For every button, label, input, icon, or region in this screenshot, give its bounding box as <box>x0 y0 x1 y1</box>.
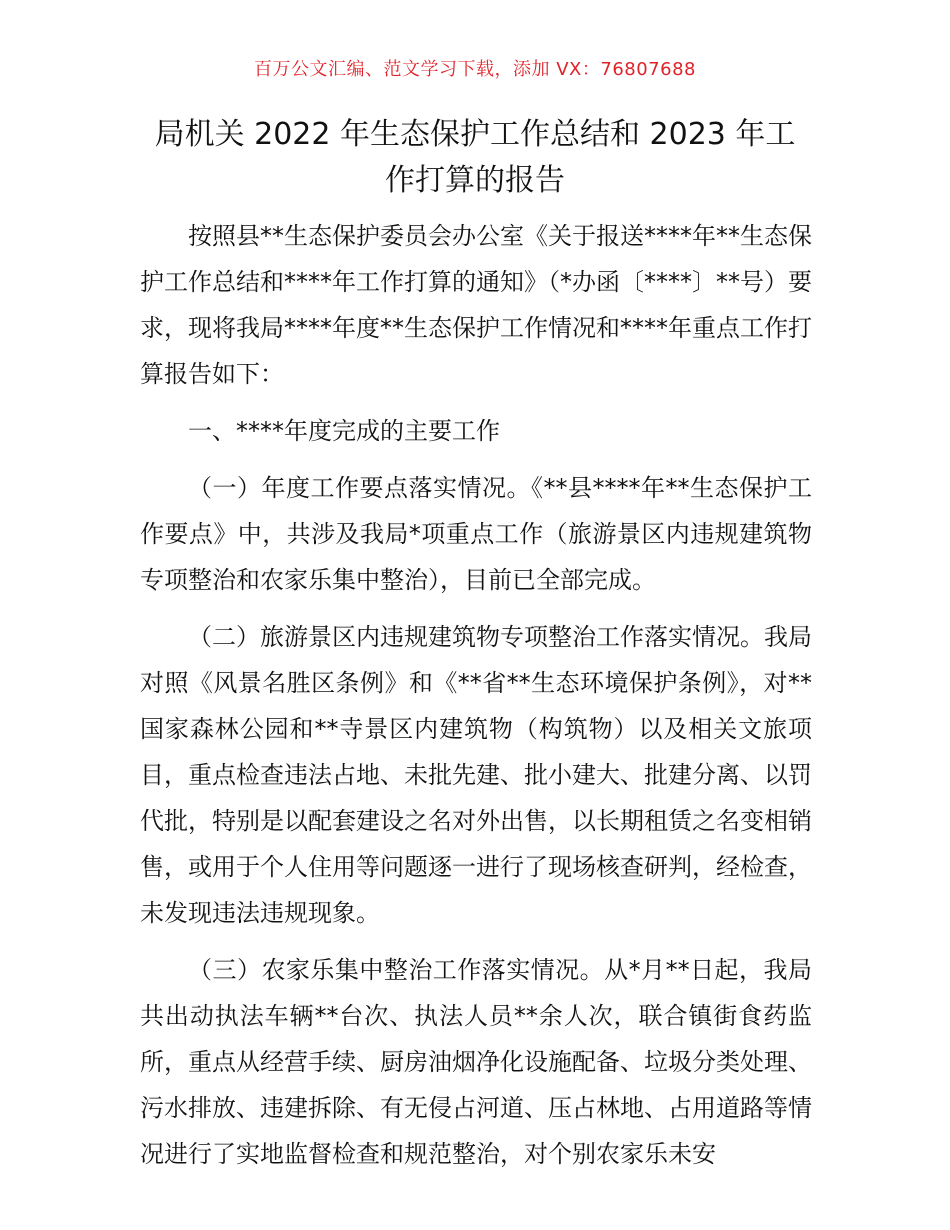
document-body <box>140 213 812 1177</box>
paragraph-intro: 按照县**生态保护委员会办公室《关于报送****年**生态保护工作总结和****年工作打算的通知》（*办函〔****〕**号）要求，现将我局****年度**生态保护工作情况和****年重点工作打算报告如下： <box>140 222 812 388</box>
paragraph-subsection-3: （三）农家乐集中整治工作落实情况。从*月**日起，我局共出动执法车辆**台次、执法人员**余人次，联合镇街食药监所，重点从经营手续、厨房油烟净化设施配备、垃圾分类处理、污水排放、违建拆除、有无侵占河道、压占林地、占用道路等情况进行了实地监督检查和规范整治，对个别农家乐未安 <box>140 956 812 1168</box>
paragraph-subsection-1: （一）年度工作要点落实情况。《**县****年**生态保护工作要点》中，共涉及我局*项重点工作（旅游景区内违规建筑物专项整治和农家乐集中整治），目前已全部完成。 <box>140 474 812 594</box>
paragraph-subsection-2: （二）旅游景区内违规建筑物专项整治工作落实情况。我局对照《风景名胜区条例》和《**省**生态环境保护条例》，对**国家森林公园和**寺景区内建筑物（构筑物）以及相关文旅项目，重点检查违法占地、未批先建、批小建大、批建分离、以罚代批，特别是以配套建设之名对外出售，以长期租赁之名变相销售，或用于个人住用等问题逐一进行了现场核查研判，经检查，未发现违法违规现象。 <box>140 623 812 927</box>
watermark-banner: 百万公文汇编、范文学习下载，添加 VX：76807688 <box>254 59 696 80</box>
document-title: 局机关 2022 年生态保护工作总结和 2023 年工作打算的报告 <box>154 117 796 198</box>
section-heading-1: 一、****年度完成的主要工作 <box>188 417 500 445</box>
